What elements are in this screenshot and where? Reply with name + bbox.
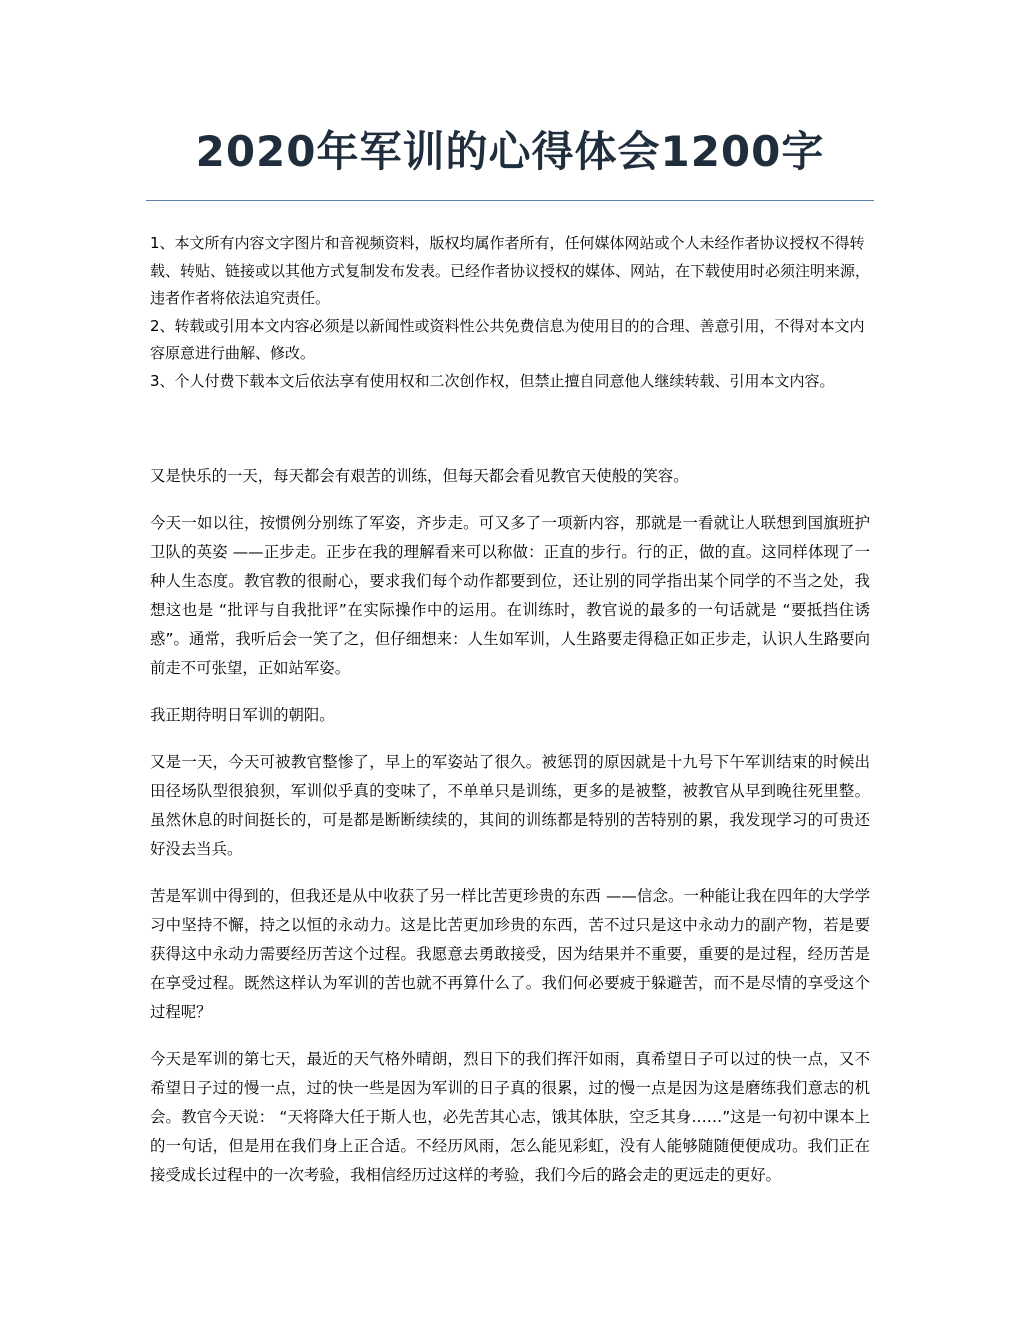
article-body — [150, 462, 870, 1208]
body-paragraph: 又是一天，今天可被教官整惨了，早上的军姿站了很久。被惩罚的原因就是十九号下午军训结束的时候出田径场队型很狼狈，军训似乎真的变味了，不单单只是训练，更多的是被整，被教官从早到晚往死里整。虽然休息的时间挺长的，可是都是断断续续的，其间的训练都是特别的苦特别的累，我发现学习的可贵还好没去当兵。 — [150, 753, 870, 858]
notice-item: 1、本文所有内容文字图片和音视频资料，版权均属作者所有，任何媒体网站或个人未经作者协议授权不得转载、转贴、链接或以其他方式复制发布发表。已经作者协议授权的媒体、网站，在下载使用时必须注明来源，违者作者将依法追究责任。 — [150, 234, 871, 307]
notice-item: 2、转载或引用本文内容必须是以新闻性或资料性公共免费信息为使用目的的合理、善意引用，不得对本文内容原意进行曲解、修改。 — [150, 316, 865, 362]
copyright-notice — [150, 230, 870, 395]
notice-item: 3、个人付费下载本文后依法享有使用权和二次创作权，但禁止擅自同意他人继续转载、引用本文内容。 — [150, 371, 835, 390]
body-paragraph: 我正期待明日军训的朝阳。 — [150, 706, 335, 724]
page-title: 2020年军训的心得体会1200字 — [195, 127, 825, 176]
body-paragraph: 又是快乐的一天，每天都会有艰苦的训练，但每天都会看见教官天使般的笑容。 — [150, 467, 689, 485]
body-paragraph: 苦是军训中得到的，但我还是从中收获了另一样比苦更珍贵的东西 ——信念。一种能让我在四年的大学学习中坚持不懈，持之以恒的永动力。这是比苦更加珍贵的东西，苦不过只是这中永动力的副产物，若是要获得这中永动力需要经历苦这个过程。我愿意去勇敢接受，因为结果并不重要，重要的是过程，经历苦是在享受过程。既然这样认为军训的苦也就不再算什么了。我们何必要疲于躲避苦，而不是尽情的享受这个过程呢？ — [150, 887, 870, 1021]
title-divider — [146, 200, 874, 201]
body-paragraph: 今天一如以往，按惯例分别练了军姿，齐步走。可又多了一项新内容，那就是一看就让人联想到国旗班护卫队的英姿 ——正步走。正步在我的理解看来可以称做：正直的步行。行的正，做的直。这同样体现了一种人生态度。教官教的很耐心，要求我们每个动作都要到位，还让别的同学指出某个同学的不当之处，我想这也是 “批评与自我批评”在实际操作中的运用。在训练时，教官说的最多的一句话就是 “要抵挡住诱惑”。通常，我听后会一笑了之，但仔细想来：人生如军训，人生路要走得稳正如正步走，认识人生路要向前走不可张望，正如站军姿。 — [150, 514, 870, 677]
body-paragraph: 今天是军训的第七天，最近的天气格外晴朗，烈日下的我们挥汗如雨，真希望日子可以过的快一点，又不希望日子过的慢一点，过的快一些是因为军训的日子真的很累，过的慢一点是因为这是磨练我们意志的机会。教官今天说： “天将降大任于斯人也，必先苦其心志，饿其体肤，空乏其身……”这是一句初中课本上的一句话，但是用在我们身上正合适。不经历风雨，怎么能见彩虹，没有人能够随随便便成功。我们正在接受成长过程中的一次考验，我相信经历过这样的考验，我们今后的路会走的更远走的更好。 — [150, 1050, 870, 1184]
